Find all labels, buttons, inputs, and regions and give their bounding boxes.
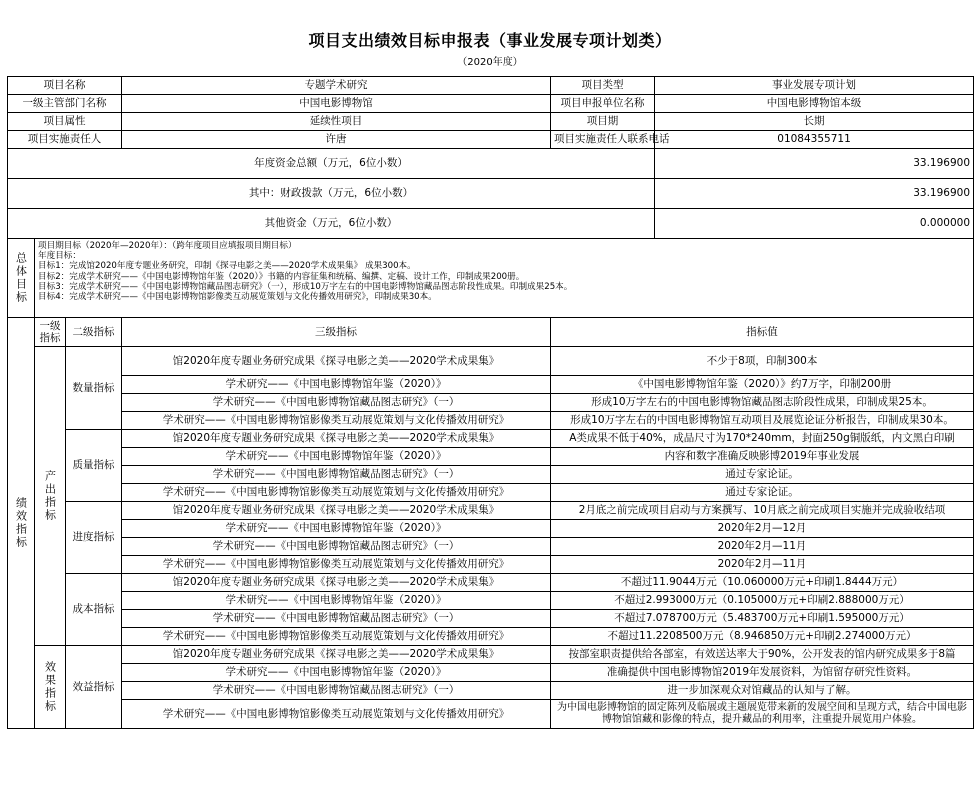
table-row (8, 347, 974, 376)
table-row (8, 628, 974, 646)
header-value: 指标值 (551, 318, 974, 347)
indicator-item: 馆2020年度专题业务研究成果《探寻电影之美——2020学术成果集》 (122, 574, 551, 592)
phone-label: 项目实施责任人联系电话 (551, 131, 655, 149)
dept-label: 一级主管部门名称 (8, 95, 122, 113)
indicator-value: 2020年2月—12月 (551, 520, 974, 538)
indicator-item: 学术研究——《中国电影博物馆藏品图志研究》（一） (122, 682, 551, 700)
indicator-item: 学术研究——《中国电影博物馆藏品图志研究》（一） (122, 394, 551, 412)
indicator-item: 学术研究——《中国电影博物馆藏品图志研究》（一） (122, 610, 551, 628)
indicator-value: 2020年2月—11月 (551, 556, 974, 574)
document-title: 项目支出绩效目标申报表（事业发展专项计划类） (308, 31, 672, 50)
goal-line: 年度目标： (38, 251, 81, 262)
indicator-header-row (8, 318, 974, 347)
indicator-item: 学术研究——《中国电影博物馆影像类互动展览策划与文化传播效用研究》 (122, 484, 551, 502)
indicator-item: 馆2020年度专题业务研究成果《探寻电影之美——2020学术成果集》 (122, 430, 551, 448)
funds-other-label: 其他资金（万元，6位小数） (8, 209, 655, 239)
indicator-value: 通过专家论证。 (551, 484, 974, 502)
indicator-item: 学术研究——《中国电影博物馆年鉴（2020）》 (122, 448, 551, 466)
funds-other-row (8, 209, 974, 239)
table-row (8, 646, 974, 664)
funds-total-label: 年度资金总额（万元，6位小数） (8, 149, 655, 179)
indicator-item: 学术研究——《中国电影博物馆藏品图志研究》（一） (122, 466, 551, 484)
period-value: 长期 (655, 113, 974, 131)
indicator-item: 学术研究——《中国电影博物馆影像类互动展览策划与文化传播效用研究》 (122, 556, 551, 574)
funds-total-row (8, 149, 974, 179)
project-name-value: 专题学术研究 (122, 77, 551, 95)
indicator-value: 2月底之前完成项目启动与方案撰写、10月底之前完成项目实施并完成验收结项 (551, 502, 974, 520)
funds-other-value: 0.000000 (655, 209, 974, 239)
table-row (8, 700, 974, 729)
indicator-value: 按部室职责提供给各部室，有效送达率大于90%，公开发表的馆内研究成果多于8篇 (551, 646, 974, 664)
benefit-label: 效益指标 (66, 646, 122, 729)
document-year: （2020年度） (457, 57, 523, 68)
goals-row (8, 239, 974, 318)
header-level2: 二级指标 (66, 318, 122, 347)
table-row (8, 520, 974, 538)
cost-label: 成本指标 (66, 574, 122, 646)
table-row (8, 592, 974, 610)
indicator-value: 不超过11.9044万元（10.060000万元+印刷1.8444万元） (551, 574, 974, 592)
phone-value: 01084355711 (655, 131, 974, 149)
indicator-value: 不超过7.078700万元（5.483700万元+印刷1.595000万元） (551, 610, 974, 628)
indicator-value: 《中国电影博物馆年鉴（2020）》约7万字，印制200册 (551, 376, 974, 394)
quality-label: 质量指标 (66, 430, 122, 502)
indicator-item: 学术研究——《中国电影博物馆年鉴（2020）》 (122, 520, 551, 538)
goal-line: 项目期目标（2020年—2020年）：（跨年度项目应填报项目期目标） (38, 241, 297, 251)
indicator-value: 为中国电影博物馆的固定陈列及临展或主题展览带来新的发展空间和呈现方式，结合中国电影博物馆馆藏和影像的特点，提升藏品的利用率，注重提升展览用户体验。 (551, 700, 974, 729)
indicator-value: A类成果不低于40%，成品尺寸为170*240mm，封面250g铜版纸，内文黑白印刷 (551, 430, 974, 448)
indicator-value: 内容和数字准确反映影博2019年事业发展 (551, 448, 974, 466)
goals-text (35, 239, 974, 318)
goal-line: 目标2：完成学术研究——《中国电影博物馆年鉴（2020）》书籍的内容征集和统稿、编撰、定稿、设计工作，印制成果200册。 (38, 271, 525, 282)
project-name-label: 项目名称 (8, 77, 122, 95)
table-row (8, 376, 974, 394)
table-row (8, 484, 974, 502)
progress-label: 进度指标 (66, 502, 122, 574)
indicator-item: 馆2020年度专题业务研究成果《探寻电影之美——2020学术成果集》 (122, 646, 551, 664)
info-row-2 (8, 95, 974, 113)
header-level1: 一级指标 (35, 318, 66, 347)
indicator-value: 准确提供中国电影博物馆2019年发展资料，为馆留存研究性资料。 (551, 664, 974, 682)
funds-total-value: 33.196900 (655, 149, 974, 179)
goal-line: 目标4：完成学术研究——《中国电影博物馆影像类互动展览策划与文化传播效用研究》，印制成果30本。 (38, 292, 437, 303)
period-label: 项目期 (551, 113, 655, 131)
header-level3: 三级指标 (122, 318, 551, 347)
goal-line: 目标3：完成学术研究——《中国电影博物馆藏品图志研究》（一），形成10万字左右的中国电影博物馆藏品图志阶段性成果。印制成果25本。 (38, 281, 573, 292)
indicator-item: 学术研究——《中国电影博物馆影像类互动展览策划与文化传播效用研究》 (122, 412, 551, 430)
funds-fiscal-value: 33.196900 (655, 179, 974, 209)
indicator-value: 通过专家论证。 (551, 466, 974, 484)
indicator-value: 2020年2月—11月 (551, 538, 974, 556)
table-row (8, 682, 974, 700)
indicator-item: 学术研究——《中国电影博物馆年鉴（2020）》 (122, 592, 551, 610)
funds-fiscal-row (8, 179, 974, 209)
table-row (8, 664, 974, 682)
project-type-label: 项目类型 (551, 77, 655, 95)
info-row-3 (8, 113, 974, 131)
table-row (8, 448, 974, 466)
manager-value: 许唐 (122, 131, 551, 149)
table-row (8, 502, 974, 520)
table-row (8, 394, 974, 412)
funds-fiscal-label: 其中：财政拨款（万元，6位小数） (8, 179, 655, 209)
indicator-item: 学术研究——《中国电影博物馆年鉴（2020）》 (122, 664, 551, 682)
output-label: 产出指标 (35, 347, 66, 646)
project-type-value: 事业发展专项计划 (655, 77, 974, 95)
indicator-value: 不超过2.993000万元（0.105000万元+印刷2.888000万元） (551, 592, 974, 610)
indicator-item: 学术研究——《中国电影博物馆年鉴（2020）》 (122, 376, 551, 394)
table-row (8, 538, 974, 556)
table-row (8, 412, 974, 430)
quantity-label: 数量指标 (66, 347, 122, 430)
table-row (8, 610, 974, 628)
dept-value: 中国电影博物馆 (122, 95, 551, 113)
unit-label: 项目申报单位名称 (551, 95, 655, 113)
indicator-item: 馆2020年度专题业务研究成果《探寻电影之美——2020学术成果集》 (122, 347, 551, 376)
indicator-item: 学术研究——《中国电影博物馆影像类互动展览策划与文化传播效用研究》 (122, 700, 551, 729)
table-row (8, 466, 974, 484)
indicator-item: 馆2020年度专题业务研究成果《探寻电影之美——2020学术成果集》 (122, 502, 551, 520)
table-row (8, 430, 974, 448)
goals-label: 总体目标 (8, 239, 35, 318)
indicators-label: 绩效指标 (8, 318, 35, 729)
attr-label: 项目属性 (8, 113, 122, 131)
manager-label: 项目实施责任人 (8, 131, 122, 149)
indicator-value: 形成10万字左右的中国电影博物馆藏品图志阶段性成果，印制成果25本。 (551, 394, 974, 412)
performance-target-table (7, 76, 974, 729)
unit-value: 中国电影博物馆本级 (655, 95, 974, 113)
attr-value: 延续性项目 (122, 113, 551, 131)
indicator-value: 进一步加深观众对馆藏品的认知与了解。 (551, 682, 974, 700)
effect-label: 效果指标 (35, 646, 66, 729)
indicator-item: 学术研究——《中国电影博物馆影像类互动展览策划与文化传播效用研究》 (122, 628, 551, 646)
table-row (8, 556, 974, 574)
table-row (8, 574, 974, 592)
indicator-item: 学术研究——《中国电影博物馆藏品图志研究》（一） (122, 538, 551, 556)
indicator-value: 不少于8项，印制300本 (551, 347, 974, 376)
info-row-1 (8, 77, 974, 95)
goal-line: 目标1：完成馆2020年度专题业务研究，印制《探寻电影之美——2020学术成果集》 成果300本。 (38, 261, 416, 272)
indicator-value: 不超过11.2208500万元（8.946850万元+印刷2.274000万元） (551, 628, 974, 646)
indicator-value: 形成10万字左右的中国电影博物馆互动项目及展览论证分析报告，印制成果30本。 (551, 412, 974, 430)
info-row-4 (8, 131, 974, 149)
